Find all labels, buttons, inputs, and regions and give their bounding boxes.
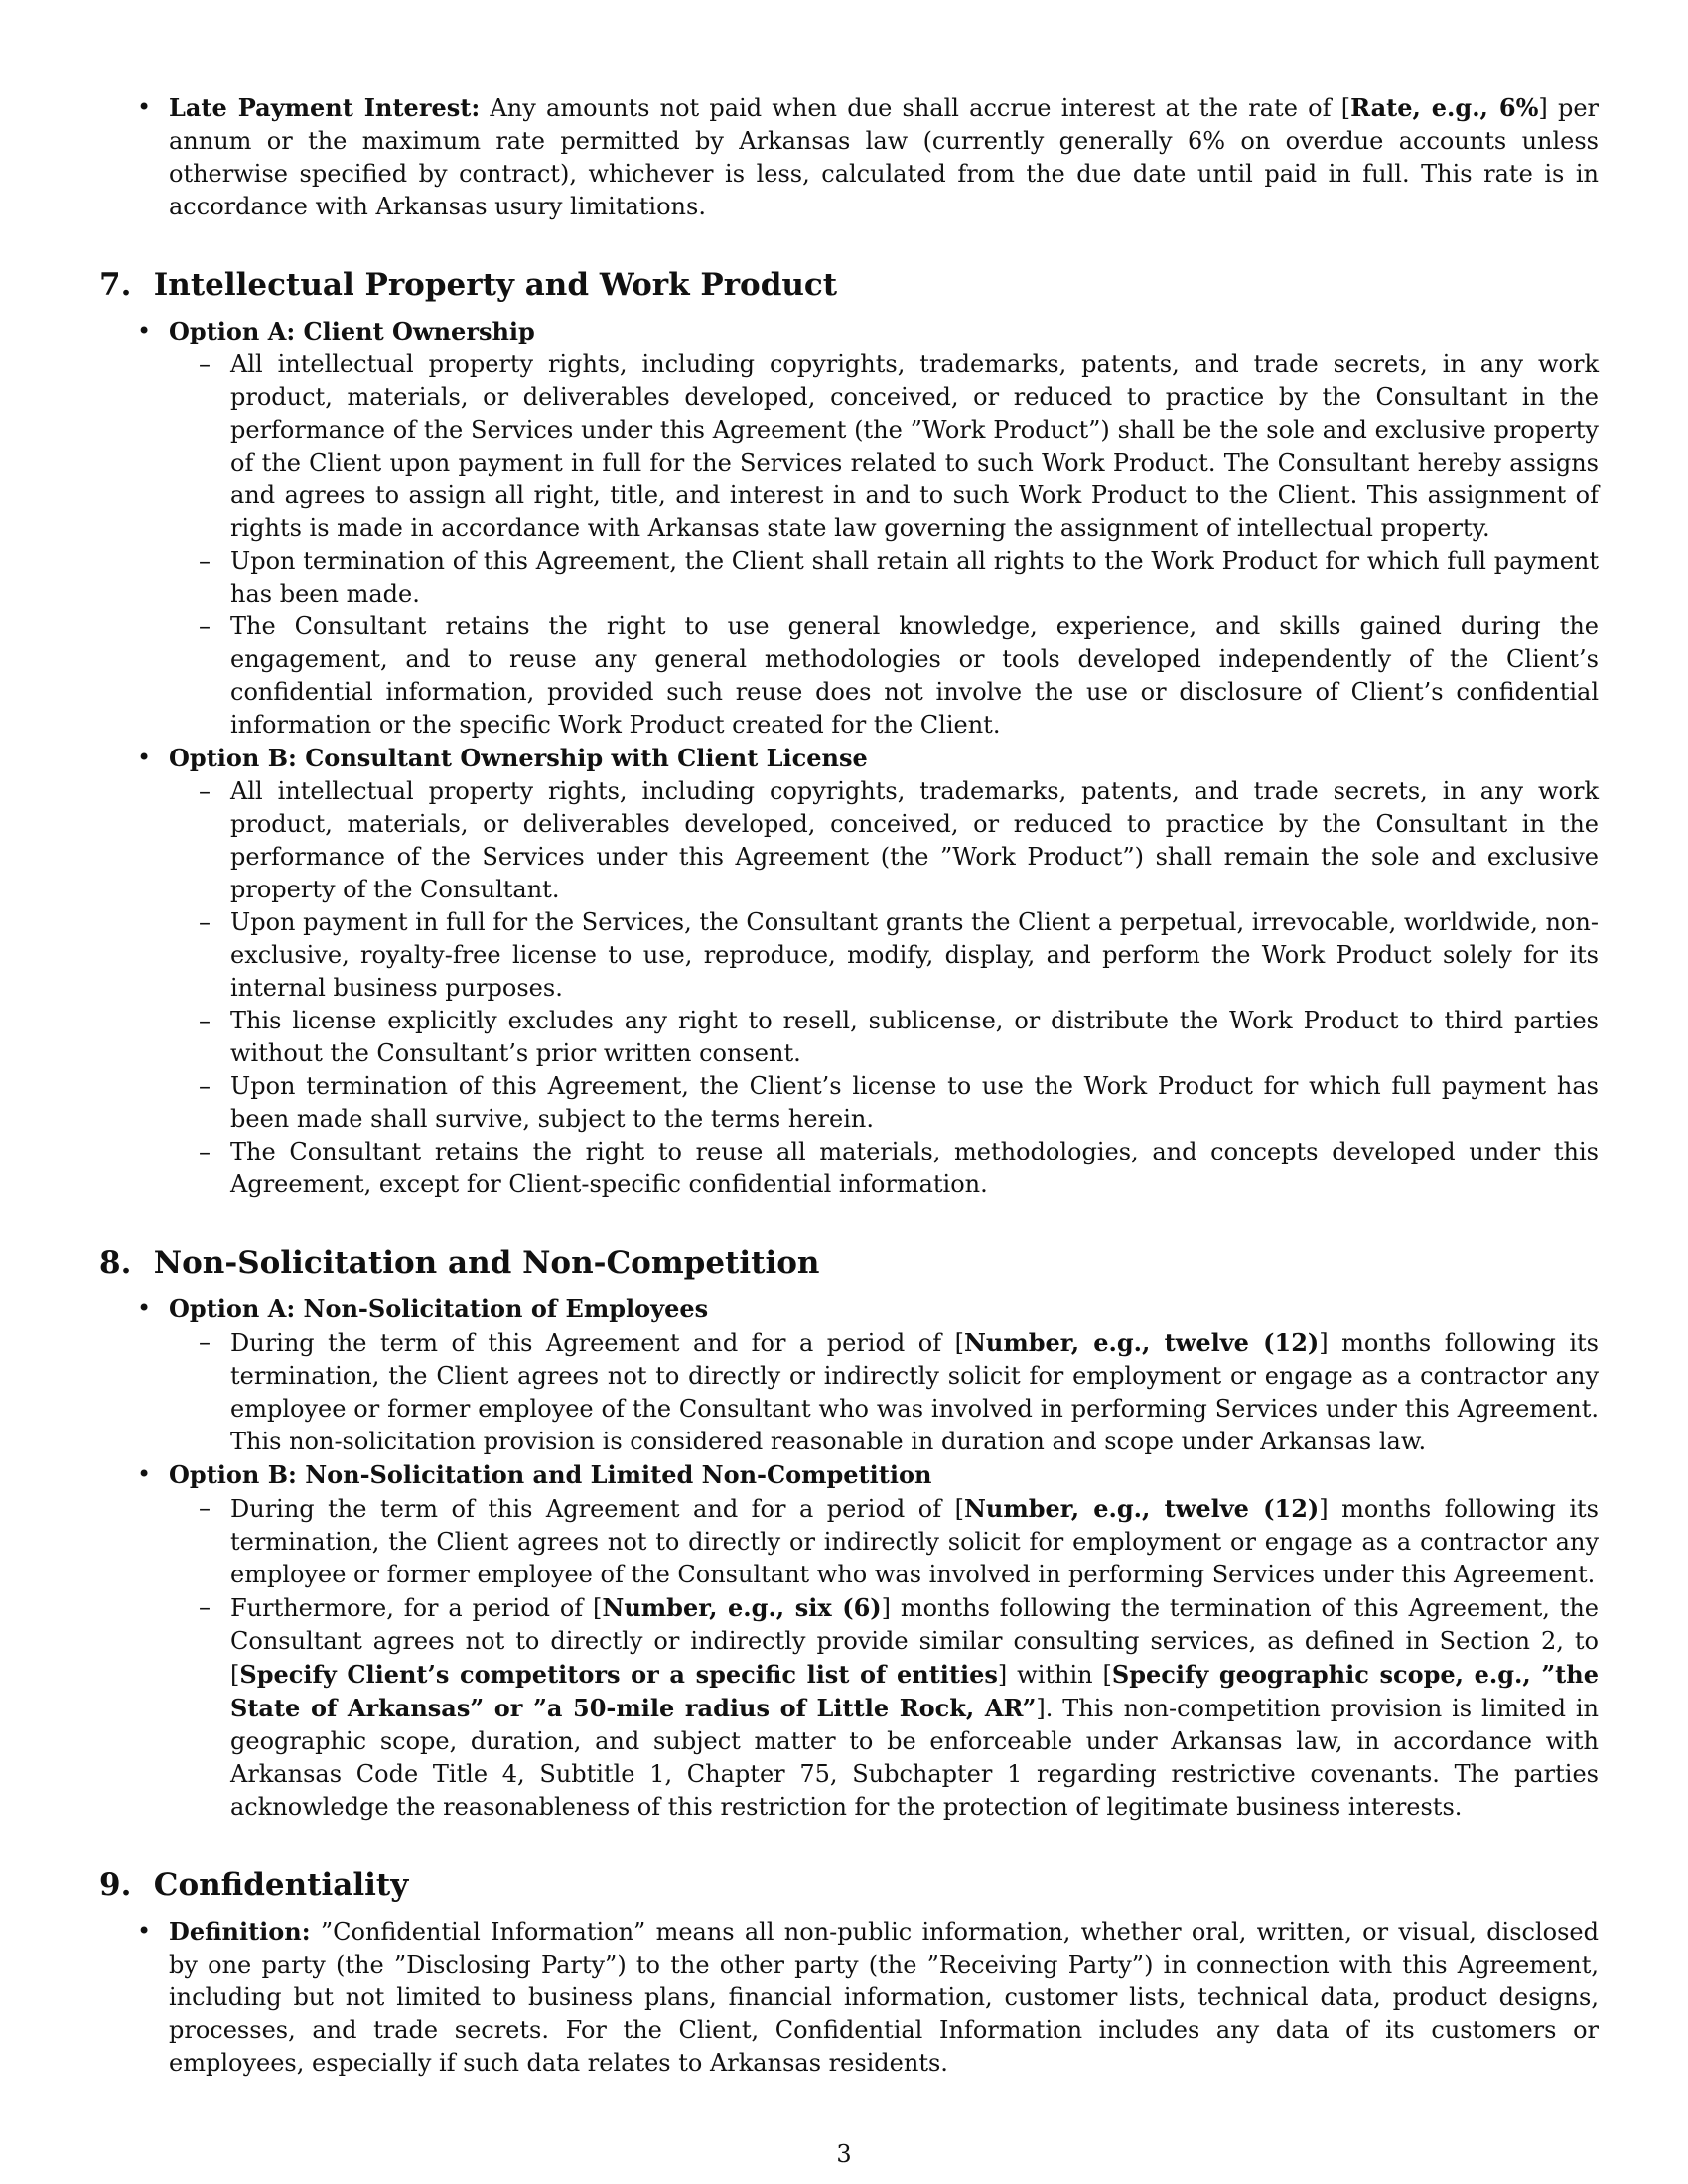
option-a-items xyxy=(169,348,1599,742)
list-item: – Upon payment in full for the Services, the Consultant grants the Client a perpetual, irrevocable, worldwide, non-exclusive, royalty-free license to use, reproduce, modify, display, and perform the Work Product solely for its internal business purposes. xyxy=(169,906,1599,1005)
section-7-number: 7. xyxy=(99,267,132,303)
list-item: – The Consultant retains the right to use general knowledge, experience, and skills gained during the engagement, and to reuse any general methodologies or tools developed independently of the Client’s confidential information, provided such reuse does not involve the use or disclosure of Client’s confidential information or the specific Work Product created for the Client. xyxy=(169,611,1599,742)
option-a-label: Option A: Client Ownership xyxy=(169,317,535,345)
page-number: 3 xyxy=(836,2140,852,2168)
section-7-option-a xyxy=(99,315,1599,742)
list-item xyxy=(169,1591,1599,1824)
section-9-number: 9. xyxy=(99,1867,132,1903)
section-7-option-b xyxy=(99,742,1599,1201)
rate-placeholder: Rate, e.g., 6% xyxy=(1350,93,1539,122)
option-b-items xyxy=(169,1492,1599,1824)
term-placeholder: Number, e.g., twelve (12) xyxy=(963,1494,1320,1523)
section-8-options xyxy=(99,1293,1599,1824)
section-9-list xyxy=(99,1915,1599,2080)
section-8-option-a xyxy=(99,1293,1599,1458)
section-7-heading xyxy=(99,265,1599,305)
list-item: – All intellectual property rights, including copyrights, trademarks, patents, and trade secrets, in any work product, materials, or deliverables developed, conceived, or reduced to practice by the Consultant in the performance of the Services under this Agreement (the ”Work Product”) shall remain the sole and exclusive property of the Consultant. xyxy=(169,775,1599,906)
duration-placeholder: Number, e.g., six (6) xyxy=(602,1593,882,1622)
competitors-placeholder: Specify Client’s competitors or a specific list of entities xyxy=(239,1660,998,1689)
section-7-title: Intellectual Property and Work Product xyxy=(153,267,838,303)
definition-label: Definition: xyxy=(169,1917,311,1946)
section-7-options xyxy=(99,315,1599,1201)
definition-item xyxy=(99,1915,1599,2080)
list-item: – Upon termination of this Agreement, the Client’s license to use the Work Product for which full payment has been made shall survive, subject to the terms herein. xyxy=(169,1070,1599,1136)
text-run: During the term of this Agreement and for a period of [ xyxy=(230,1495,964,1523)
text-run: ] months following its termination, the Client agrees not to directly or indirectly solicit for employment or engage as a contractor any employee or former employee of the Consultant who was involved in performing Services under this Agreement. This non-solicitation provision is considered reasonable in duration and scope under Arkansas law. xyxy=(230,1329,1600,1455)
late-payment-item xyxy=(99,91,1599,223)
option-b-items xyxy=(169,775,1599,1201)
text-run: Furthermore, for a period of [ xyxy=(230,1594,603,1622)
list-item xyxy=(169,1326,1599,1458)
late-payment-list xyxy=(99,91,1599,223)
section-9-heading xyxy=(99,1865,1599,1905)
option-b-label: Option B: Non-Solicitation and Limited Non-Competition xyxy=(169,1460,932,1489)
option-b-label: Option B: Consultant Ownership with Client License xyxy=(169,744,868,772)
geographic-scope-placeholder: Specify geographic scope, e.g., ”the State of Arkansas” or ”a 50-mile radius of Little Rock, AR” xyxy=(230,1660,1599,1722)
text-run: During the term of this Agreement and for a period of [ xyxy=(230,1329,964,1357)
late-payment-label: Late Payment Interest: xyxy=(169,93,481,122)
section-8-number: 8. xyxy=(99,1245,132,1281)
document-page xyxy=(99,91,1599,2080)
section-8-option-b xyxy=(99,1458,1599,1824)
text-run: ]. This non-competition provision is limited in geographic scope, duration, and subject matter to be enforceable under Arkansas law, in accordance with Arkansas Code Title 4, Subtitle 1, Chapter 75, Subchapter 1 regarding restrictive covenants. The parties acknowledge the reasonableness of this restriction for the protection of legitimate business interests. xyxy=(230,1695,1599,1821)
section-8-title: Non-Solicitation and Non-Competition xyxy=(153,1245,820,1281)
section-8-heading xyxy=(99,1243,1599,1283)
list-item: – All intellectual property rights, including copyrights, trademarks, patents, and trade secrets, in any work product, materials, or deliverables developed, conceived, or reduced to practice by the Consultant in the performance of the Services under this Agreement (the ”Work Product”) shall be the sole and exclusive property of the Client upon payment in full for the Services related to such Work Product. The Consultant hereby assigns and agrees to assign all right, title, and interest in and to such Work Product to the Client. This assignment of rights is made in accordance with Arkansas state law governing the assignment of intellectual property. xyxy=(169,348,1599,545)
list-item xyxy=(169,1492,1599,1591)
list-item: – Upon termination of this Agreement, the Client shall retain all rights to the Work Product for which full payment has been made. xyxy=(169,545,1599,611)
text-run: ] within [ xyxy=(997,1661,1112,1689)
term-placeholder: Number, e.g., twelve (12) xyxy=(963,1328,1320,1357)
list-item: – This license explicitly excludes any right to resell, sublicense, or distribute the Work Product to third parties without the Consultant’s prior written consent. xyxy=(169,1005,1599,1070)
section-9-title: Confidentiality xyxy=(153,1867,409,1903)
late-payment-text-1: Any amounts not paid when due shall accrue interest at the rate of [ xyxy=(480,94,1351,122)
option-a-items xyxy=(169,1326,1599,1458)
text-run: ] months following its termination, the Client agrees not to directly or indirectly solicit for employment or engage as a contractor any employee or former employee of the Consultant who was involved in performing Services under this Agreement. xyxy=(230,1495,1600,1588)
text-run: ] months following the termination of this Agreement, the Consultant agrees not to directly or indirectly provide similar consulting services, as defined in Section 2, to [ xyxy=(230,1594,1599,1689)
list-item: – The Consultant retains the right to reuse all materials, methodologies, and concepts developed under this Agreement, except for Client-specific confidential information. xyxy=(169,1136,1599,1201)
option-a-label: Option A: Non-Solicitation of Employees xyxy=(169,1295,709,1323)
definition-text: ”Confidential Information” means all non-public information, whether oral, written, or visual, disclosed by one party (the ”Disclosing Party”) to the other party (the ”Receiving Party”) in connection with this Agreement, including but not limited to business plans, financial information, customer lists, technical data, product designs, processes, and trade secrets. For the Client, Confidential Information includes any data of its customers or employees, especially if such data relates to Arkansas residents. xyxy=(169,1918,1599,2077)
late-payment-text-2: ] per annum or the maximum rate permitted by Arkansas law (currently generally 6% on overdue accounts unless otherwise specified by contract), whichever is less, calculated from the due date until paid in full. This rate is in accordance with Arkansas usury limitations. xyxy=(169,94,1600,220)
